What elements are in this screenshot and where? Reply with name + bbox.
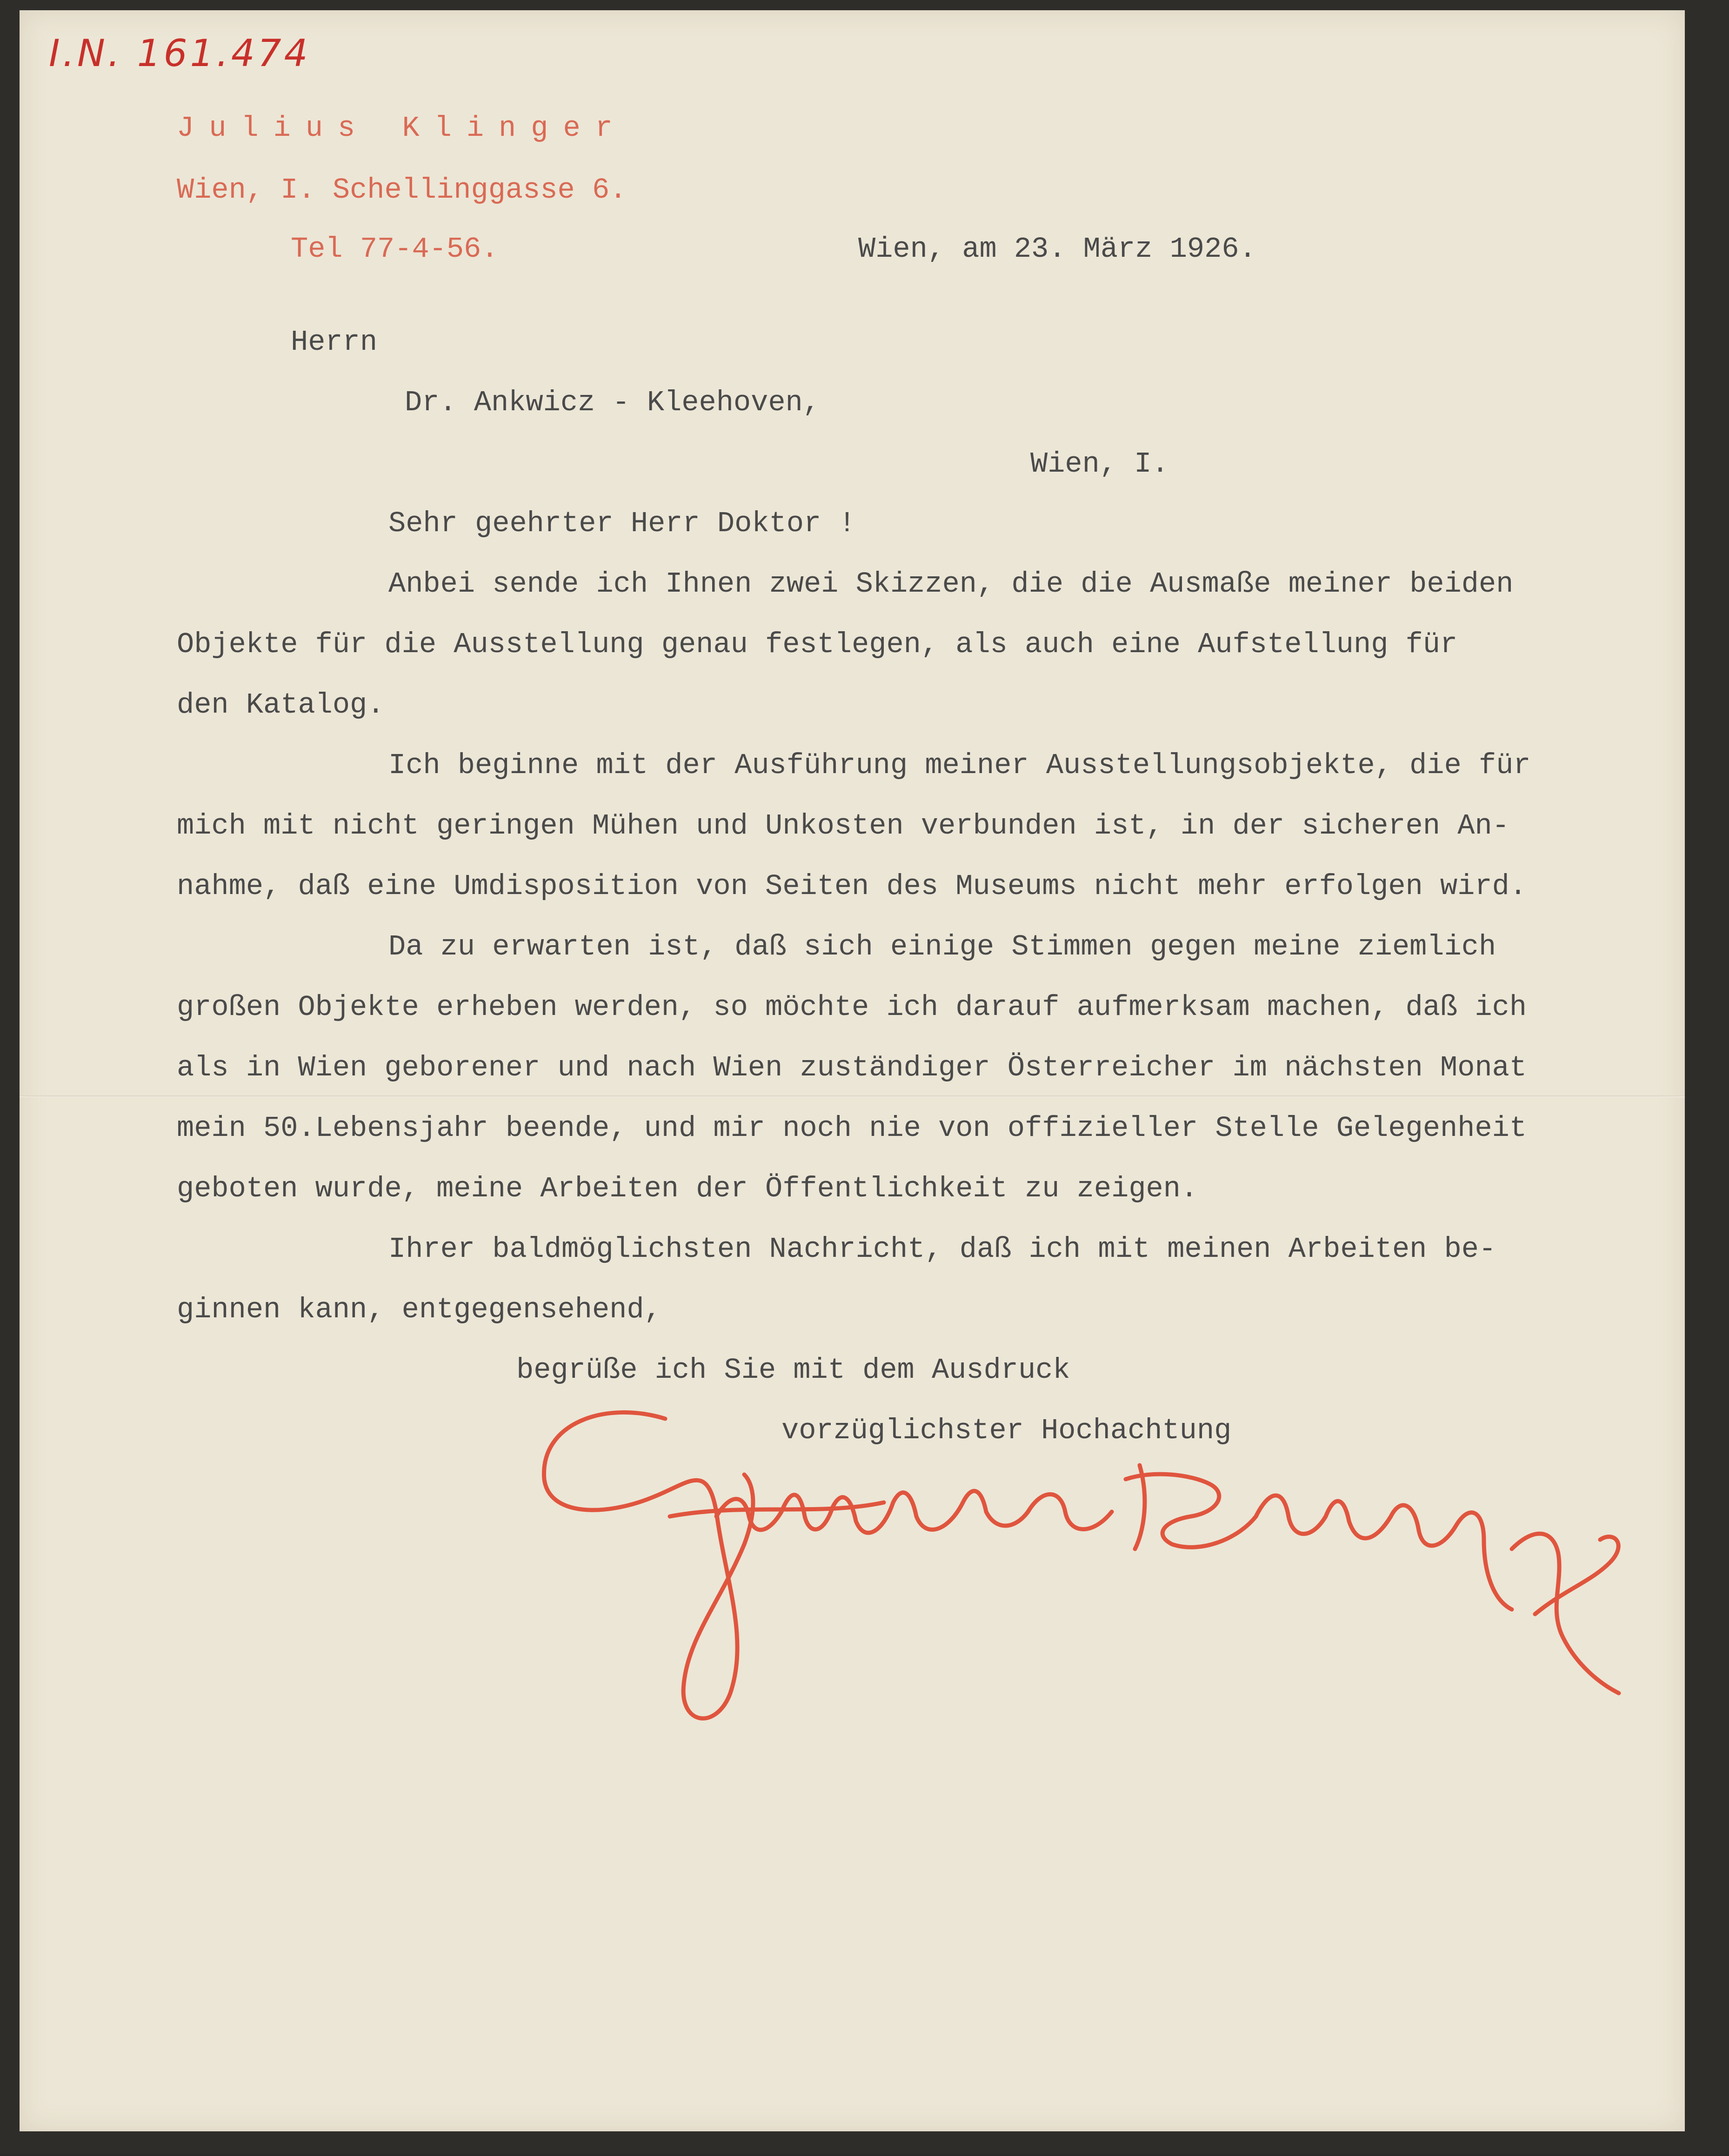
greeting: Sehr geehrter Herr Doktor !	[388, 507, 856, 540]
body-line: Ihrer baldmöglichsten Nachricht, daß ich mit meinen Arbeiten be-	[388, 1233, 1496, 1266]
inventory-number: I.N. 161.474	[49, 32, 311, 75]
body-line: mein 50.Lebensjahr beende, und mir noch nie von offizieller Stelle Gelegenheit	[177, 1112, 1527, 1145]
body-line: Da zu erwarten ist, daß sich einige Stimmen gegen meine ziemlich	[388, 930, 1496, 963]
body-line: großen Objekte erheben werden, so möchte ich darauf aufmerksam machen, daß ich	[177, 991, 1527, 1024]
letterhead-phone: Tel 77-4-56.	[291, 233, 499, 266]
body-line: mich mit nicht geringen Mühen und Unkosten verbunden ist, in der sicheren An-	[177, 809, 1509, 842]
body-line: den Katalog.	[177, 688, 385, 721]
letterhead-address: Wien, I. Schellinggasse 6.	[177, 174, 627, 207]
recipient-salutation: Herrn	[291, 326, 378, 359]
body-line: Anbei sende ich Ihnen zwei Skizzen, die die Ausmaße meiner beiden	[388, 567, 1514, 601]
closing-line-2: vorzüglichster Hochachtung	[781, 1414, 1232, 1447]
letter-date: Wien, am 23. März 1926.	[858, 233, 1256, 266]
body-line: nahme, daß eine Umdisposition von Seiten des Museums nicht mehr erfolgen wird.	[177, 870, 1527, 903]
body-line: als in Wien geborener und nach Wien zuständiger Österreicher im nächsten Monat	[177, 1051, 1527, 1084]
recipient-city: Wien, I.	[1030, 447, 1169, 481]
body-line: Ich beginne mit der Ausführung meiner Ausstellungsobjekte, die für	[388, 749, 1531, 782]
letterhead-name: Julius Klinger	[177, 112, 628, 145]
body-line: geboten wurde, meine Arbeiten der Öffentlichkeit zu zeigen.	[177, 1172, 1198, 1205]
closing-line-1: begrüße ich Sie mit dem Ausdruck	[516, 1354, 1070, 1387]
paper-fold-line	[20, 1095, 1685, 1097]
body-line: Objekte für die Ausstellung genau festlegen, als auch eine Aufstellung für	[177, 628, 1458, 661]
recipient-name: Dr. Ankwicz - Kleehoven,	[405, 386, 820, 419]
body-line: ginnen kann, entgegensehend,	[177, 1293, 661, 1326]
